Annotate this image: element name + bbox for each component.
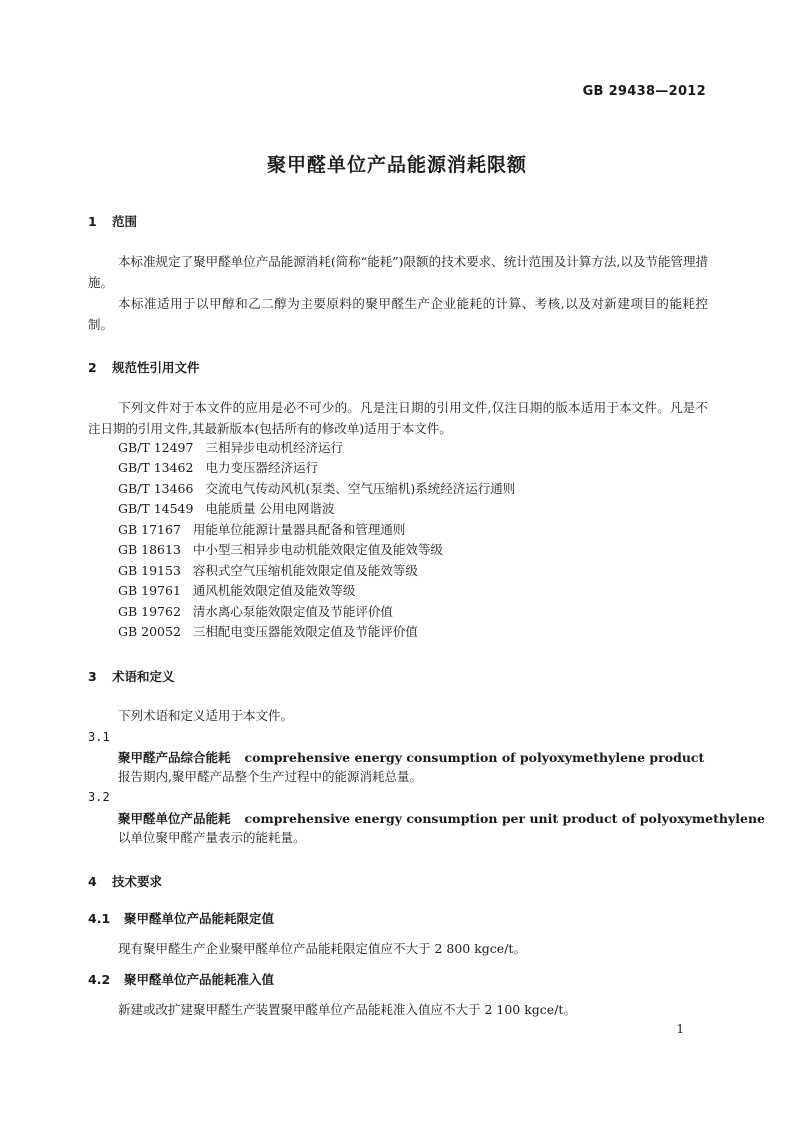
term-definition: 报告期内,聚甲醛产品整个生产过程中的能源消耗总量。	[118, 769, 422, 784]
subsection-4-2-heading	[88, 970, 274, 988]
subsection-4-1-text: 现有聚甲醛生产企业聚甲醛单位产品能耗限定值应不大于 2 800 kgce/t。	[118, 941, 526, 956]
reference-code: GB 19761	[118, 583, 181, 598]
reference-code: GB 19762	[118, 604, 181, 619]
reference-code: GB 17167	[118, 522, 181, 537]
section-2-intro: 下列文件对于本文件的应用是必不可少的。凡是注日期的引用文件,仅注日期的版本适用于本文件。凡是不注日期的引用文件,其最新版本(包括所有的修改单)适用于本文件。	[88, 400, 708, 436]
section-1-heading	[88, 212, 137, 230]
section-number: 1	[88, 214, 97, 229]
reference-item	[118, 602, 393, 622]
reference-title: 中小型三相异步电动机能效限定值及能效等级	[192, 542, 443, 557]
subsection-title: 聚甲醛单位产品能耗限定值	[124, 911, 275, 926]
reference-code: GB/T 14549	[118, 501, 194, 516]
subsection-4-1-heading	[88, 909, 274, 927]
section-title: 范围	[112, 214, 138, 229]
section-2-heading	[88, 358, 200, 376]
term-en: comprehensive energy consumption per unit product of polyoxymethylene	[244, 811, 765, 826]
term-en: comprehensive energy consumption of polyoxymethylene product	[244, 750, 705, 765]
term-heading	[118, 809, 765, 827]
reference-item	[118, 622, 418, 642]
document-title: 聚甲醛单位产品能源消耗限额	[266, 154, 527, 176]
reference-code: GB 18613	[118, 542, 181, 557]
reference-item	[118, 581, 355, 601]
section-title: 规范性引用文件	[112, 360, 200, 375]
standard-number: GB 29438—2012	[582, 84, 706, 99]
reference-item	[118, 479, 515, 499]
page-number: 1	[676, 1022, 684, 1036]
term-number: 3.2	[88, 790, 110, 804]
term-heading	[118, 748, 704, 766]
section-4-heading	[88, 872, 162, 890]
reference-code: GB/T 13466	[118, 481, 194, 496]
reference-item	[118, 540, 443, 560]
reference-title: 电能质量 公用电网谐波	[205, 501, 335, 516]
reference-title: 清水离心泵能效限定值及节能评价值	[192, 604, 393, 619]
reference-title: 电力变压器经济运行	[205, 460, 318, 475]
reference-code: GB 19153	[118, 563, 181, 578]
term-definition: 以单位聚甲醛产量表示的能耗量。	[118, 830, 306, 845]
subsection-4-2-text: 新建或改扩建聚甲醛生产装置聚甲醛单位产品能耗准入值应不大于 2 100 kgce/t。	[118, 1002, 576, 1017]
reference-item	[118, 438, 343, 458]
subsection-number: 4.1	[88, 911, 111, 926]
section-1-para-2: 本标准适用于以甲醇和乙二醇为主要原料的聚甲醛生产企业能耗的计算、考核,以及对新建项目的能耗控制。	[88, 296, 708, 332]
reference-title: 三相异步电动机经济运行	[205, 440, 343, 455]
reference-title: 交流电气传动风机(泵类、空气压缩机)系统经济运行通则	[205, 481, 516, 496]
subsection-number: 4.2	[88, 972, 111, 987]
subsection-title: 聚甲醛单位产品能耗准入值	[124, 972, 275, 987]
section-number: 4	[88, 874, 97, 889]
reference-code: GB/T 12497	[118, 440, 194, 455]
reference-title: 容积式空气压缩机能效限定值及能效等级	[192, 563, 418, 578]
section-title: 技术要求	[112, 874, 163, 889]
section-number: 2	[88, 360, 97, 375]
reference-title: 三相配电变压器能效限定值及节能评价值	[192, 624, 418, 639]
reference-title: 用能单位能源计量器具配备和管理通则	[192, 522, 406, 537]
reference-item	[118, 499, 334, 519]
reference-item	[118, 520, 405, 540]
term-zh: 聚甲醛产品综合能耗	[118, 750, 231, 765]
term-number: 3.1	[88, 730, 110, 744]
section-number: 3	[88, 669, 97, 684]
reference-code: GB/T 13462	[118, 460, 194, 475]
section-3-heading	[88, 667, 175, 685]
section-3-intro: 下列术语和定义适用于本文件。	[118, 708, 294, 723]
term-zh: 聚甲醛单位产品能耗	[118, 811, 231, 826]
section-1-para-1: 本标准规定了聚甲醛单位产品能源消耗(简称“能耗”)限额的技术要求、统计范围及计算方法,以及节能管理措施。	[88, 254, 708, 290]
reference-item	[118, 458, 318, 478]
reference-code: GB 20052	[118, 624, 181, 639]
reference-item	[118, 561, 418, 581]
section-title: 术语和定义	[112, 669, 175, 684]
reference-title: 通风机能效限定值及能效等级	[192, 583, 356, 598]
